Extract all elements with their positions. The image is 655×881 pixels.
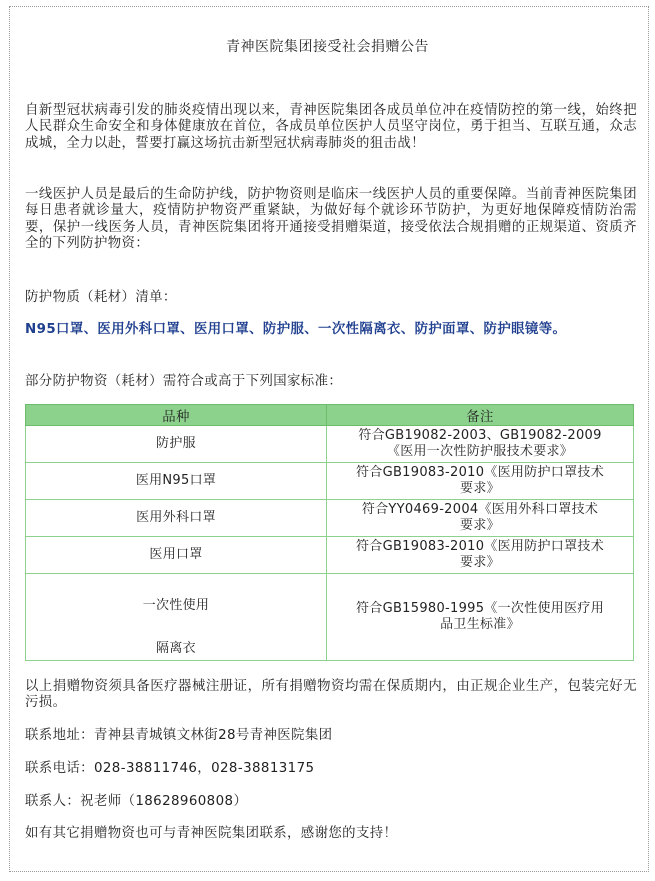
name-line: 隔离衣 bbox=[156, 641, 196, 656]
note-line: 《医用一次性防护服技术要求》 bbox=[386, 444, 574, 459]
row-item-name: 医用外科口罩 bbox=[26, 500, 327, 537]
standards-intro: 部分防护物资（耗材）需符合或高于下列国家标准： bbox=[25, 374, 343, 389]
note-line: 要求》 bbox=[460, 481, 500, 496]
list-heading: 防护物质（耗材）清单： bbox=[25, 290, 177, 305]
row-item-note bbox=[327, 426, 634, 463]
row-item-name: 医用N95口罩 bbox=[26, 463, 327, 500]
note-line: 要求》 bbox=[460, 518, 500, 533]
table-row bbox=[26, 574, 634, 661]
row-item-note bbox=[327, 537, 634, 574]
row-item-note bbox=[327, 500, 634, 537]
note-line: 品卫生标准》 bbox=[440, 617, 520, 632]
name-line: 一次性使用 bbox=[142, 598, 210, 613]
table-row bbox=[26, 463, 634, 500]
closing-line: 如有其它捐赠物资也可与青神医院集团联系，感谢您的支持！ bbox=[25, 826, 398, 841]
table-row bbox=[26, 426, 634, 463]
note-line: 符合GB19083-2010《医用防护口罩技术 bbox=[355, 465, 605, 480]
contact-phone: 联系电话：028-38811746，028-38813175 bbox=[25, 761, 315, 776]
table-header-row bbox=[26, 405, 634, 426]
contact-person: 联系人：祝老师（18628960808） bbox=[25, 794, 248, 809]
note-line: 符合GB19083-2010《医用防护口罩技术 bbox=[355, 539, 605, 554]
row-item-name bbox=[26, 574, 327, 661]
header-remarks: 备注 bbox=[327, 405, 634, 426]
requirements-paragraph: 以上捐赠物资须具备医疗器械注册证，所有捐赠物资均需在保质期内，由正规企业生产，包装完好无污损。 bbox=[25, 679, 637, 711]
background-paragraph: 一线医护人员是最后的生命防护线，防护物资则是临床一线医护人员的重要保障。当前青神医院集团每日患者就诊量大，疫情防护物资严重紧缺，为做好每个就诊环节防护，为更好地保障疫情防治需要，保护一线医务人员，青神医院集团将开通接受捐赠渠道，接受依法合规捐赠的正规渠道、资质齐全的下列防护物资： bbox=[25, 187, 637, 252]
note-line: 符合YY0469-2004《医用外科口罩技术 bbox=[361, 502, 599, 517]
note-line: 要求》 bbox=[460, 555, 500, 570]
note-line: 符合GB15980-1995《一次性使用医疗用 bbox=[355, 601, 605, 616]
page-title: 青神医院集团接受社会捐赠公告 bbox=[226, 39, 429, 55]
intro-paragraph: 自新型冠状病毒引发的肺炎疫情出现以来，青神医院集团各成员单位冲在疫情防控的第一线，始终把人民群众生命安全和身体健康放在首位，各成员单位医护人员坚守岗位，勇于担当、互联互通，众志成城，全力以赴，誓要打赢这场抗击新型冠状病毒肺炎的狙击战！ bbox=[25, 103, 637, 151]
row-item-note bbox=[327, 574, 634, 661]
materials-list: N95口罩、医用外科口罩、医用口罩、防护服、一次性隔离衣、防护面罩、防护眼镜等。 bbox=[25, 322, 567, 337]
table-row bbox=[26, 500, 634, 537]
row-item-note bbox=[327, 463, 634, 500]
note-line: 符合GB19082-2003、GB19082-2009 bbox=[358, 428, 602, 443]
row-item-name: 医用口罩 bbox=[26, 537, 327, 574]
row-item-name: 防护服 bbox=[26, 426, 327, 463]
header-variety: 品种 bbox=[26, 405, 327, 426]
table-row bbox=[26, 537, 634, 574]
standards-table bbox=[25, 404, 634, 661]
contact-address: 联系地址：青神县青城镇文林街28号青神医院集团 bbox=[25, 728, 333, 743]
